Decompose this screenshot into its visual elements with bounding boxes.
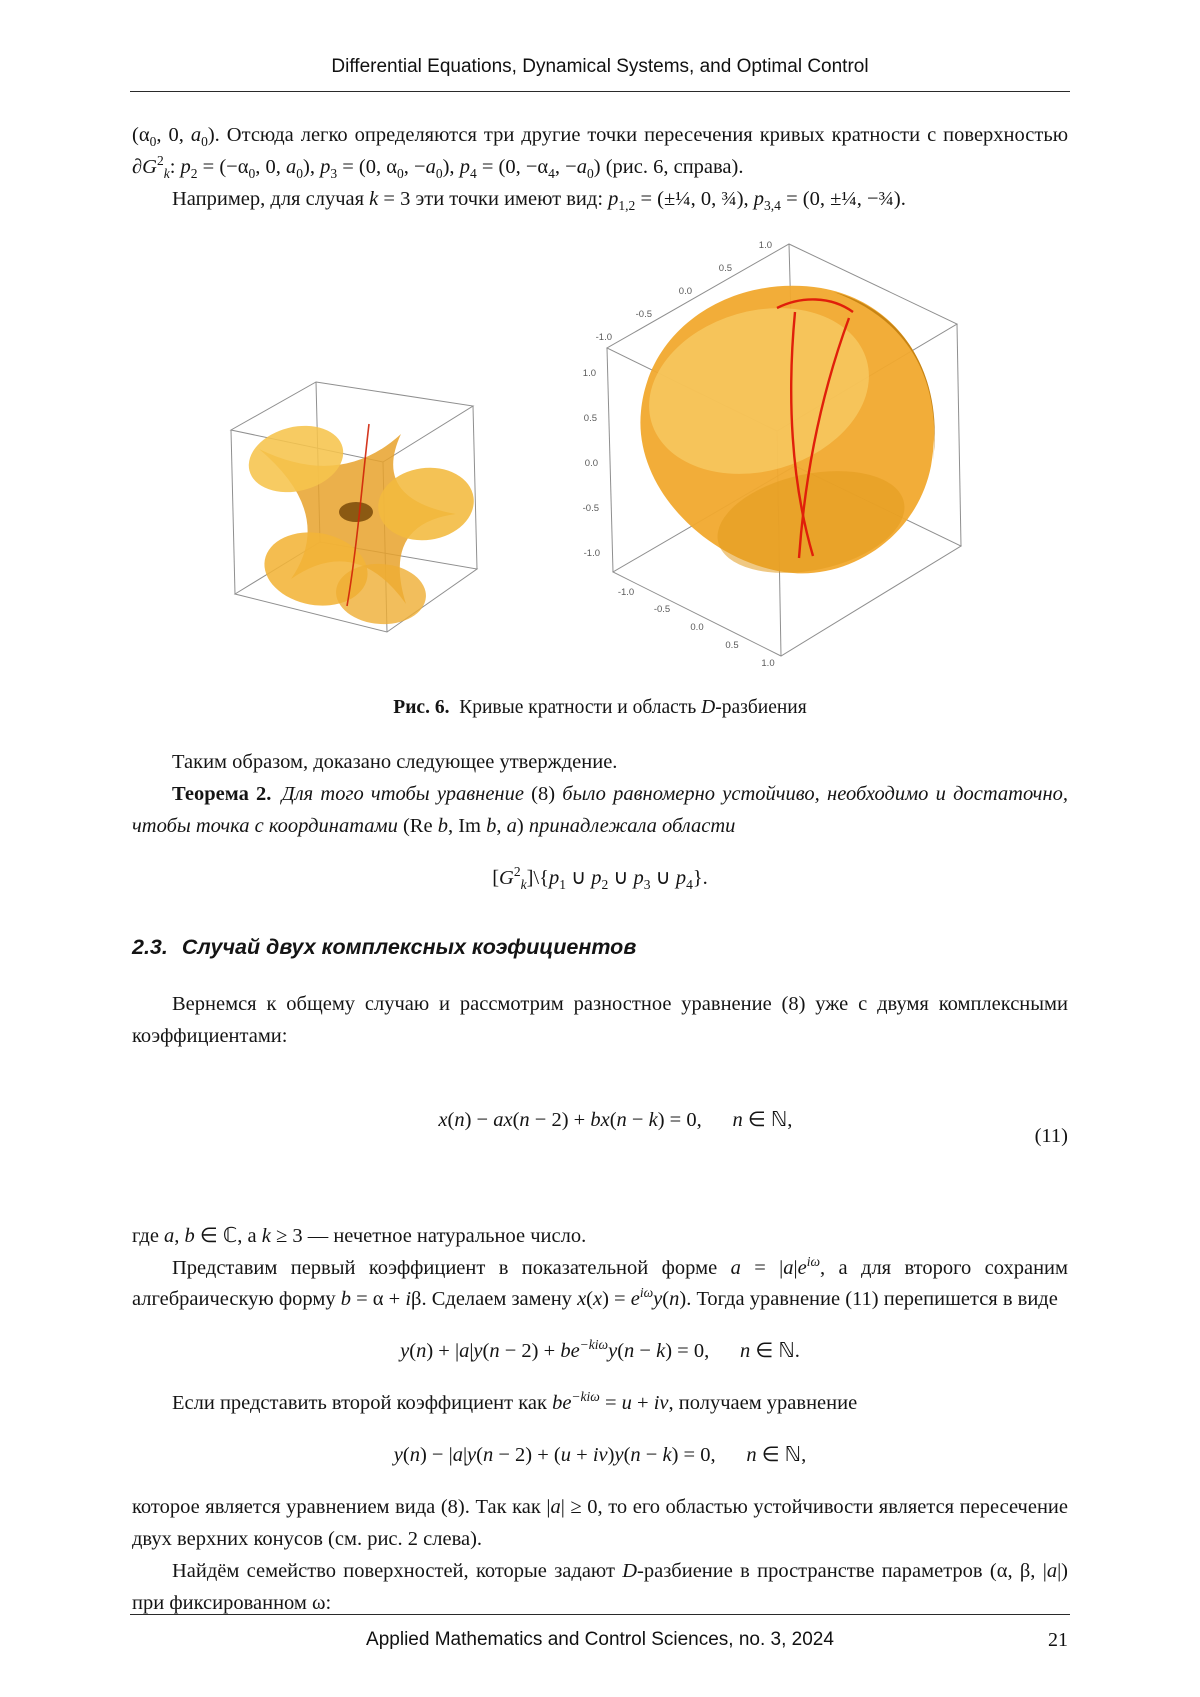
paragraph-return-general: Вернемся к общему случаю и рассмотрим разностное уравнение (8) уже с двумя комплексными коэффициентами: xyxy=(132,992,1068,1047)
theorem-2: Теорема 2. Для того чтобы уравнение (8) было равномерно устойчиво, необходимо и достаточно, чтобы точка с координатами (Re b, Im b, a) принадлежала области xyxy=(132,783,1068,838)
formula-y-minus: y(n) − |a|y(n − 2) + (u + iv)y(n − k) = 0, n ∈ ℕ, xyxy=(393,1444,807,1467)
paragraph-cones: которое является уравнением вида (8). Так как |a| ≥ 0, то его областью устойчивости является пересечение двух верхних конусов (см. рис. 2 слева). xyxy=(132,1496,1068,1551)
figure-right-plot xyxy=(549,226,979,681)
figure-left-plot xyxy=(221,364,501,664)
page-number: 21 xyxy=(1048,1629,1068,1651)
paragraph-exponential-form: Представим первый коэффициент в показательной форме $a = |a|e^{i\omega}$, а для второго сохраним алгебраическую форму b = α + iβ. Сделаем замену $x(x) = e^{i\omega}y(n)$. Тогда уравнение (11) перепишется в виде xyxy=(132,1253,1068,1311)
section-title: Случай двух комплексных коэфициентов xyxy=(181,935,637,960)
running-head xyxy=(0,0,1200,78)
tick-label: 1.0 xyxy=(582,367,596,379)
page-content xyxy=(132,120,1068,1620)
tick-label: 0.5 xyxy=(583,412,597,424)
paragraph-where: где a, b ∈ ℂ, а k ≥ 3 — нечетное натуральное число. xyxy=(132,1224,587,1247)
journal-line: Applied Mathematics and Control Sciences, no. 3, 2024 xyxy=(366,1629,834,1650)
surface-center-dark xyxy=(339,502,373,522)
formula-11 xyxy=(132,1073,1068,1201)
figure-caption: Рис. 6. Кривые кратности и область D-разбиения xyxy=(393,696,807,718)
tick-label: 1.0 xyxy=(761,657,775,669)
tick-label: -0.5 xyxy=(635,308,652,320)
tick-label: 0.0 xyxy=(690,621,704,633)
tick-label: 0.0 xyxy=(584,457,598,469)
tick-label: -1.0 xyxy=(583,547,600,559)
paragraph-statement: Таким образом, доказано следующее утверждение. xyxy=(172,751,618,774)
paragraph-example: Например, для случая k = 3 эти точки имеют вид: $p_{1,2}$ = (±¼, 0, ¾), $p_{3,4} = (0$, ±¼, −¾). xyxy=(172,187,906,214)
page-footer xyxy=(130,1614,1070,1651)
paragraph-second-coefficient: Если представить второй коэффициент как $be^{-ki\omega} = u$ + iv, получаем уравнение xyxy=(172,1389,858,1415)
section-heading-2-3 xyxy=(132,931,1068,965)
figure-6 xyxy=(132,226,1068,681)
footer-row xyxy=(130,1629,1070,1651)
tick-label: -1.0 xyxy=(617,586,635,598)
paragraph-family-surfaces: Найдём семейство поверхностей, которые задают D-разбиение в пространстве параметров (α, β, |a|) при фиксированном ω: xyxy=(132,1560,1068,1615)
formula-y-plus: $y(n) + |a|y(n - 2) + be^{-ki\omega}y(n - k) = 0$, n ∈ ℕ. xyxy=(400,1337,800,1363)
tick-label: 1.0 xyxy=(758,239,772,251)
tick-label: 0.5 xyxy=(718,262,732,274)
tick-label: -1.0 xyxy=(595,331,612,343)
header-rule xyxy=(130,91,1070,92)
tick-label: 0.5 xyxy=(725,639,739,651)
running-head-title: Differential Equations, Dynamical Systems, and Optimal Control xyxy=(331,56,869,77)
section-number: 2.3. xyxy=(132,935,168,960)
formula-11-tag: (11) xyxy=(1034,1124,1068,1147)
formula-stability-set: $[G^2_k]\backslash\{p_1$ ∪ $p_2$ ∪ $p_3$ ∪ $p_4$}. xyxy=(492,864,708,893)
formula-11-body: x(n) − ax(n − 2) + bx(n − k) = 0, n ∈ ℕ, xyxy=(438,1108,793,1131)
paragraph-continuation: ($\alpha_0$, 0, $a_0$). Отсюда легко определяются три другие точки пересечения кривых кратности с поверхностью $\partial G^2_k$: $p_2 = (-\alpha_0$, 0, $a_0$), $p_3 = (0$, $\alpha_0$, $-a_0$), $p_4 = (0$, $-\alpha_4$, $-a_0$) (рис. 6, справа). xyxy=(132,124,1069,182)
footer-rule xyxy=(130,1614,1070,1615)
tick-label: 0.0 xyxy=(678,285,692,297)
tick-label: -0.5 xyxy=(653,603,671,615)
tick-label: -0.5 xyxy=(582,502,599,514)
